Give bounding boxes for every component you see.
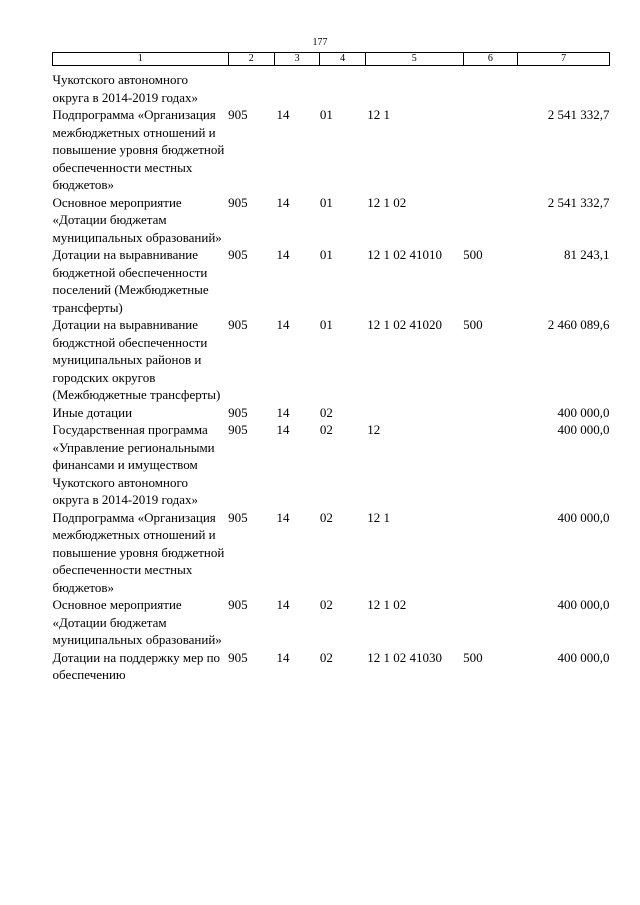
row-ministry-code: 905 [228, 107, 248, 122]
row-name: Государственная программа «Управление региональными финансами и имуществом Чукотского автономного округа в 2014-2019 годах» [52, 422, 215, 507]
row-subsection: 01 [319, 317, 333, 332]
row-expense-type: 500 [463, 247, 483, 262]
row-section: 14 [276, 422, 290, 437]
page-number: 177 [312, 37, 328, 48]
row-name: Дотации на выравнивание бюджетной обеспеченности поселений (Межбюджетные трансферты) [52, 247, 209, 315]
column-header: 2 [228, 53, 274, 66]
column-header: 1 [53, 53, 229, 66]
row-expense-type [463, 421, 517, 509]
row-expense-type [463, 66, 517, 107]
row-amount: 2 541 332,7 [547, 194, 610, 210]
row-target-article: 12 1 02 41020 [367, 317, 443, 332]
row-section: 14 [276, 509, 290, 525]
row-section [274, 66, 319, 107]
row-target-article: 12 1 [367, 509, 391, 525]
row-target-article: 12 1 02 [367, 194, 407, 210]
row-amount: 400 000,0 [557, 404, 610, 420]
row-name: Подпрограмма «Организация межбюджетных отношений и повышение уровня бюджетной обеспеченности местных бюджетов» [52, 107, 225, 192]
row-subsection: 02 [319, 422, 333, 437]
row-ministry-code: 905 [228, 422, 248, 437]
table-row [53, 596, 610, 649]
row-target-article: 12 1 02 41010 [367, 247, 443, 262]
row-amount: 400 000,0 [557, 649, 610, 665]
row-expense-type [463, 194, 517, 247]
row-amount [518, 66, 610, 107]
column-header: 5 [365, 53, 463, 66]
row-name: Дотации на поддержку мер по обеспечению [52, 649, 221, 682]
row-ministry-code [228, 66, 274, 107]
column-header: 7 [518, 53, 610, 66]
row-expense-type [463, 596, 517, 649]
row-section: 14 [276, 597, 290, 612]
row-target-article: 12 1 02 41030 [367, 649, 443, 665]
header-row [53, 53, 610, 66]
table-row [53, 509, 610, 597]
row-target-article [365, 66, 463, 107]
row-subsection: 02 [319, 404, 333, 420]
row-section: 14 [276, 247, 290, 262]
row-section: 14 [276, 107, 290, 122]
row-expense-type: 500 [463, 317, 483, 332]
table-row [53, 194, 610, 247]
row-subsection: 01 [319, 247, 333, 262]
row-section: 14 [276, 317, 290, 332]
row-subsection [320, 66, 365, 107]
row-expense-type [463, 404, 517, 422]
row-expense-type: 500 [463, 649, 483, 665]
row-amount: 400 000,0 [557, 422, 610, 437]
table-row [53, 66, 610, 107]
row-subsection: 02 [319, 509, 333, 525]
row-section: 14 [276, 194, 290, 210]
row-amount: 81 243,1 [564, 247, 610, 262]
row-target-article: 12 [367, 422, 381, 437]
row-target-article [365, 404, 463, 422]
row-section: 14 [276, 649, 290, 665]
row-name: Основное мероприятие «Дотации бюджетам муниципальных образований» [52, 194, 222, 245]
row-name: Чукотского автономного округа в 2014-2019 годах» [52, 72, 198, 105]
row-name: Иные дотации [52, 404, 133, 420]
row-ministry-code: 905 [228, 194, 248, 210]
row-expense-type [463, 509, 517, 597]
table-row [53, 404, 610, 422]
row-subsection: 01 [319, 194, 333, 210]
row-target-article: 12 1 02 [367, 597, 407, 612]
row-target-article: 12 1 [367, 107, 391, 122]
column-header: 6 [463, 53, 517, 66]
row-name: Дотации на выравнивание бюджстной обеспеченности муниципальных районов и городских округов (Межбюджетные трансферты) [52, 317, 221, 402]
row-amount: 2 541 332,7 [547, 107, 610, 122]
row-ministry-code: 905 [228, 317, 248, 332]
column-header: 3 [274, 53, 319, 66]
row-amount: 2 460 089,6 [547, 317, 610, 332]
table-row [53, 106, 610, 194]
row-ministry-code: 905 [228, 509, 248, 525]
table-row [53, 649, 610, 684]
table-row [53, 316, 610, 404]
row-ministry-code: 905 [228, 247, 248, 262]
row-subsection: 02 [319, 597, 333, 612]
table-row [53, 421, 610, 509]
row-ministry-code: 905 [228, 649, 248, 665]
row-name: Подпрограмма «Организация межбюджетных отношений и повышение уровня бюджетной обеспеченности местных бюджетов» [52, 509, 225, 595]
column-header: 4 [320, 53, 365, 66]
table-row [53, 246, 610, 316]
row-amount: 400 000,0 [557, 509, 610, 525]
row-ministry-code: 905 [228, 597, 248, 612]
row-section: 14 [276, 404, 290, 420]
row-amount: 400 000,0 [557, 597, 610, 612]
row-subsection: 02 [319, 649, 333, 665]
row-expense-type [463, 106, 517, 194]
row-name: Основное мероприятие «Дотации бюджетам муниципальных образований» [52, 597, 222, 647]
row-ministry-code: 905 [228, 404, 248, 420]
budget-table [52, 52, 610, 684]
row-subsection: 01 [319, 107, 333, 122]
